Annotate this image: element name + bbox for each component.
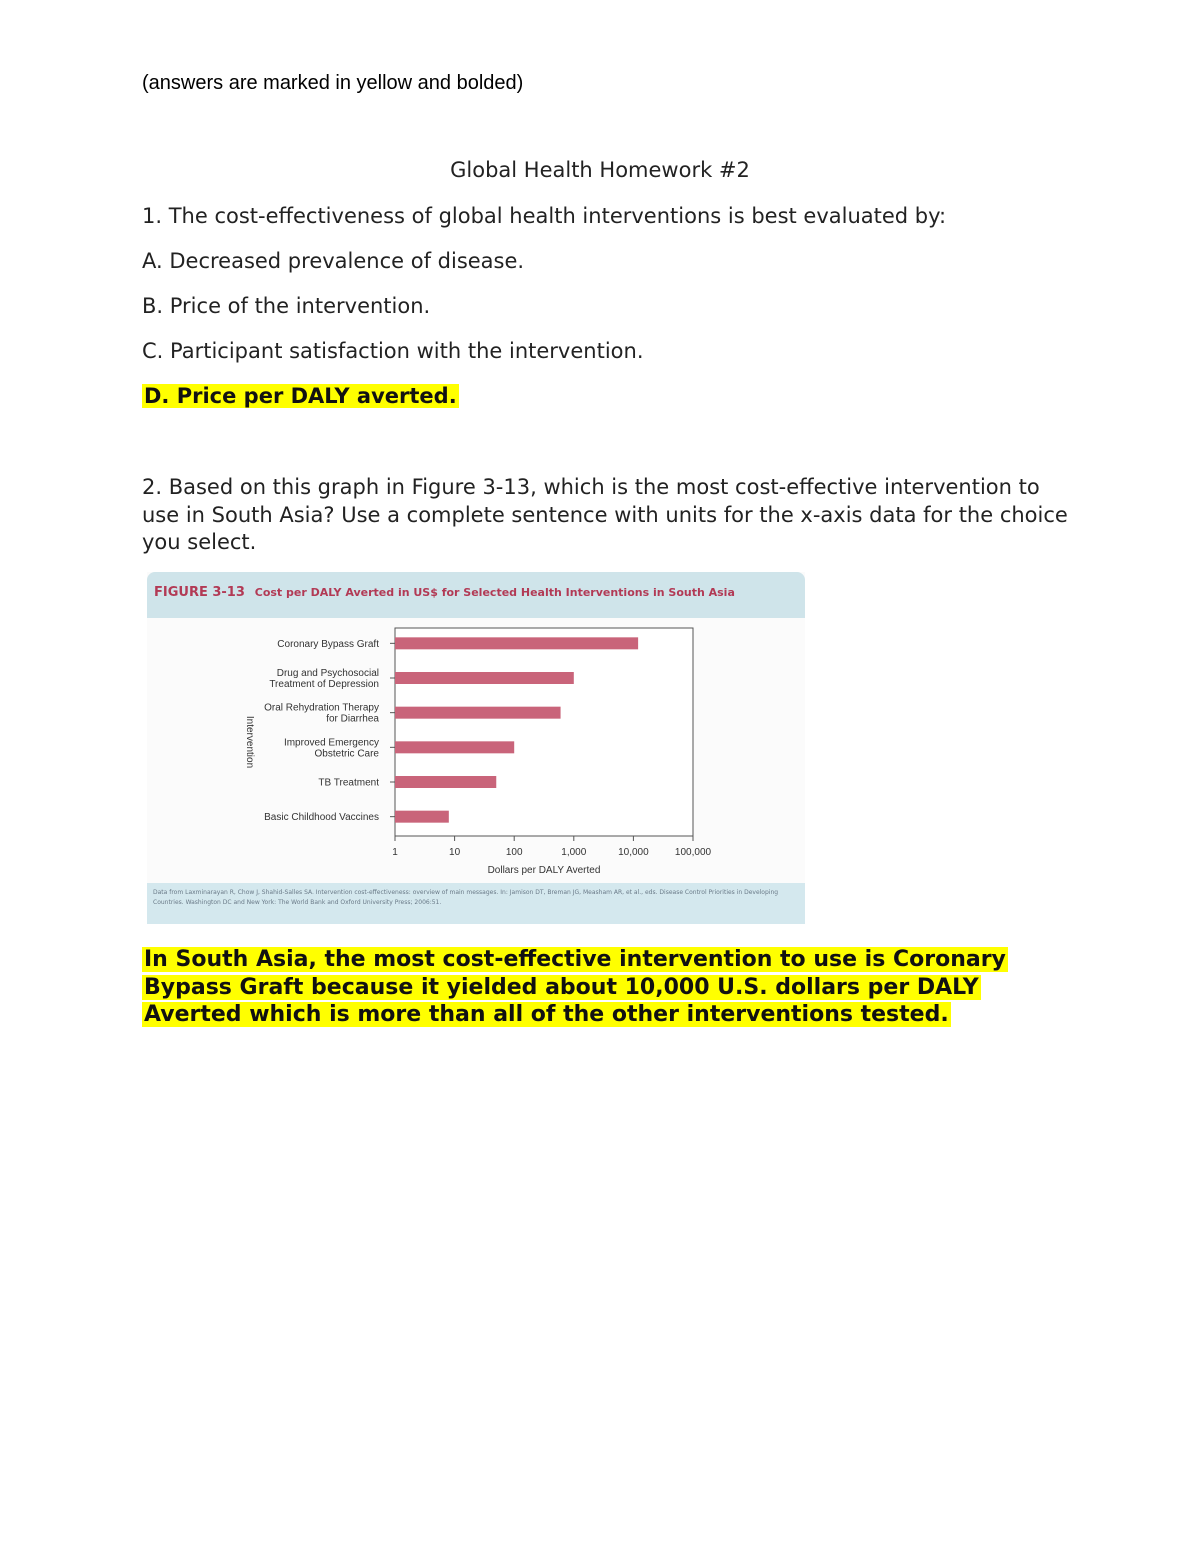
plot-frame (395, 628, 693, 836)
q2-answer-highlight: In South Asia, the most cost-effective intervention to use is Coronary Bypass Graft because it yielded about 10,000 U.S. dollars per DALY Averted which is more than all of the other interventions tested. (144, 947, 1006, 1027)
y-axis-label: Intervention (244, 715, 255, 769)
figure-3-13 (147, 572, 805, 924)
bar-chart (147, 618, 805, 883)
figure-caption (154, 585, 735, 600)
document-title: Global Health Homework #2 (450, 158, 750, 182)
y-tick-label: Drug and Psychosocial Treatment of Depression (269, 668, 379, 690)
q2-answer (142, 946, 1072, 1029)
question-2: 2. Based on this graph in Figure 3-13, which is the most cost-effective intervention to use in South Asia? Use a complete sentence with units for the x-axis data for the choice you select. (142, 475, 1068, 554)
x-tick-label: 1,000 (561, 847, 587, 858)
x-tick-label: 10,000 (618, 847, 649, 858)
bar (395, 637, 638, 649)
x-axis-label: Dollars per DALY Averted (487, 865, 601, 876)
y-tick-label: Coronary Bypass Graft (277, 638, 379, 650)
figure-caption-text: Cost per DALY Averted in US$ for Selected Health Interventions in South Asia (254, 586, 735, 599)
y-tick-label: Improved Emergency Obstetric Care (283, 737, 379, 760)
x-tick-label: 100 (505, 847, 523, 858)
x-tick-label: 1 (392, 847, 398, 858)
y-tick-label: TB Treatment (318, 777, 379, 789)
question-1: 1. The cost-effectiveness of global health interventions is best evaluated by: (142, 204, 947, 228)
instructions-note: (answers are marked in yellow and bolded) (142, 72, 524, 94)
bar (395, 741, 514, 753)
figure-header (147, 572, 805, 618)
q1-answer-highlight: D. Price per DALY averted. (144, 384, 457, 408)
y-tick-label: Basic Childhood Vaccines (264, 812, 379, 824)
q1-option-c: C. Participant satisfaction with the intervention. (142, 339, 644, 363)
bar (395, 672, 574, 684)
q1-option-b: B. Price of the intervention. (142, 294, 431, 318)
bar (395, 811, 449, 823)
figure-label: FIGURE 3-13 (154, 585, 245, 600)
figure-source-footer (147, 883, 805, 924)
q1-option-a: A. Decreased prevalence of disease. (142, 249, 525, 273)
x-tick-label: 100,000 (674, 847, 712, 858)
figure-source-text: Data from Laxminarayan R, Chow J, Shahid-Salles SA. Intervention cost-effectiveness: overview of main messages. In: Jamison DT, Breman JG, Measham AR, et al., eds. Disease Control Priorities in Developing Countries. Washington DC and New York: The World Bank and Oxford University Press; 2006:51. (153, 889, 779, 906)
q1-option-d-answer (142, 384, 459, 408)
bar (395, 776, 496, 788)
x-tick-label: 10 (449, 847, 461, 858)
y-tick-label: Oral Rehydration Therapy for Diarrhea (264, 702, 379, 725)
bar (395, 707, 561, 719)
